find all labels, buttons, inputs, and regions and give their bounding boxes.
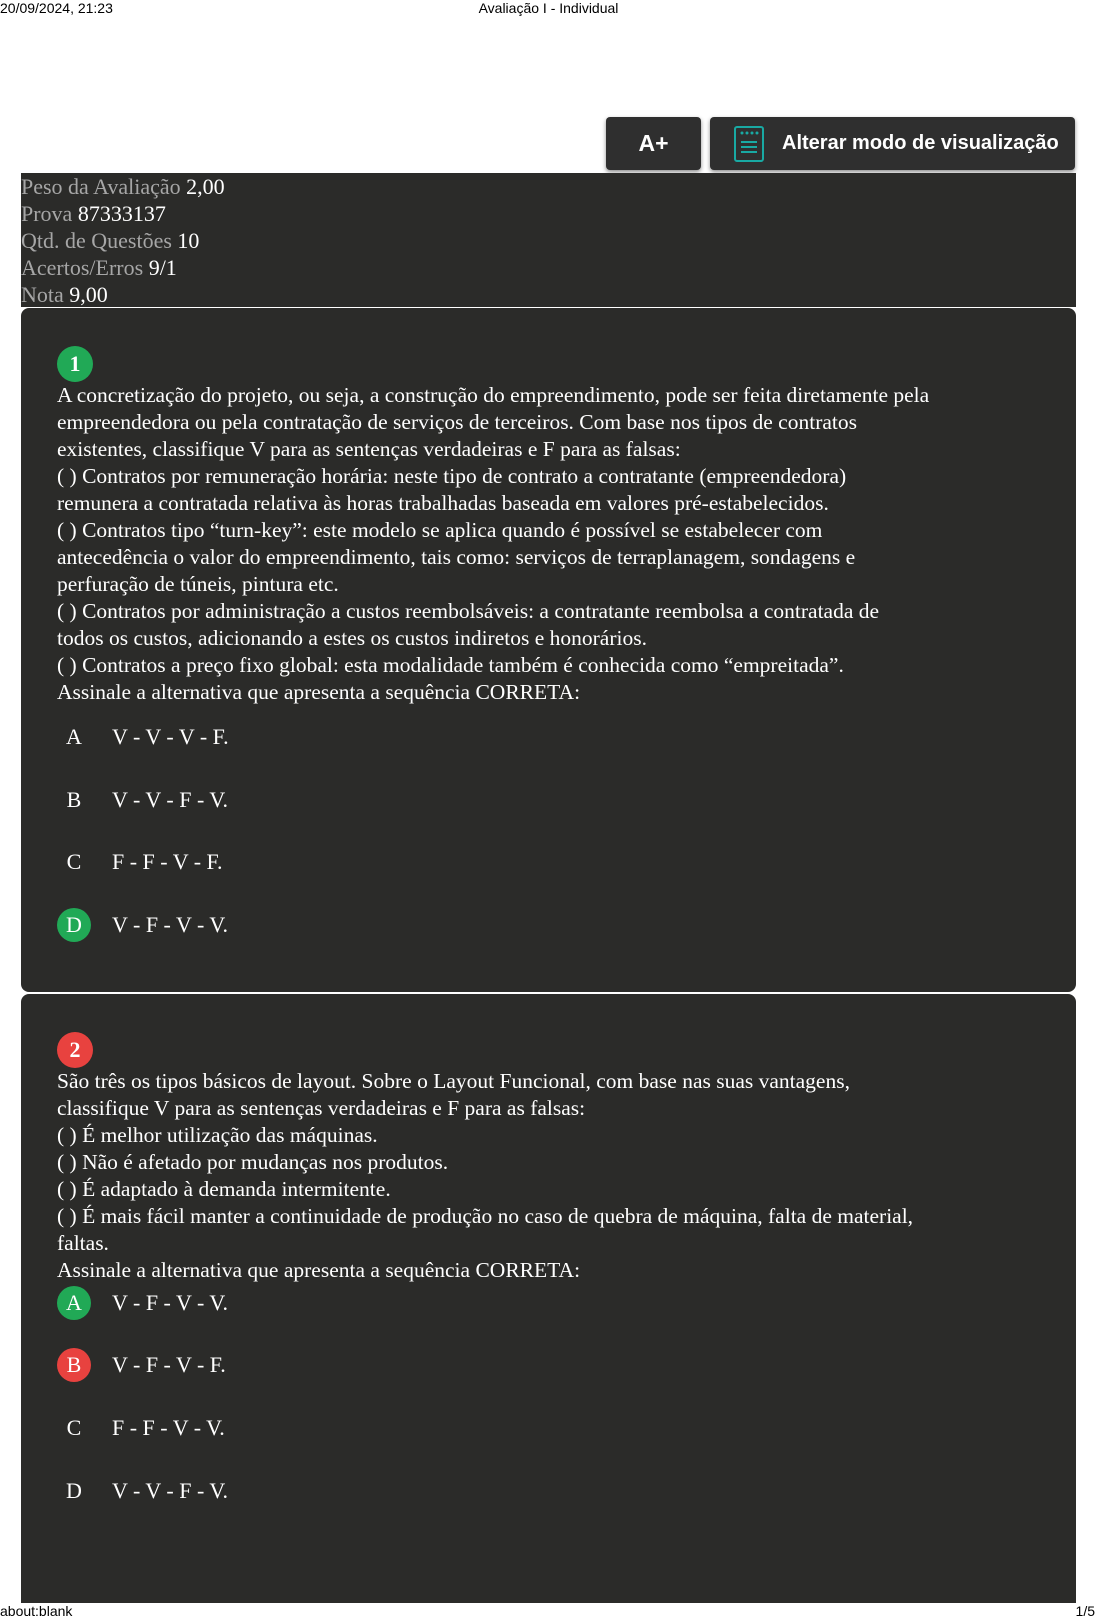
question-line: São três os tipos básicos de layout. Sobre o Layout Funcional, com base nas suas vantagens, xyxy=(57,1069,850,1093)
print-url: about:blank xyxy=(0,1603,73,1619)
question-text xyxy=(57,382,1052,706)
question-line: Assinale a alternativa que apresenta a sequência CORRETA: xyxy=(57,1258,581,1282)
question-line: faltas. xyxy=(57,1231,109,1255)
question-line: antecedência o valor do empreendimento, tais como: serviços de terraplanagem, sondagens e xyxy=(57,545,856,569)
question-line: ( ) Contratos por administração a custos reembolsáveis: a contratante reembolsa a contratada de xyxy=(57,599,880,623)
question-line: empreendedora ou pela contratação de serviços de terceiros. Com base nos tipos de contratos xyxy=(57,410,857,434)
option-d[interactable] xyxy=(57,907,457,943)
question-card-2 xyxy=(21,994,1076,1603)
option-letter: D xyxy=(66,1478,82,1503)
summary-hits-misses: Acertos/Erros 9/1 xyxy=(21,255,177,280)
option-letter: B xyxy=(66,787,82,812)
question-line: ( ) Não é afetado por mudanças nos produtos. xyxy=(57,1150,449,1174)
option-c[interactable] xyxy=(57,844,457,880)
document-view-icon xyxy=(734,126,764,162)
print-footer xyxy=(0,1603,1097,1621)
summary-question-count: Qtd. de Questões 10 xyxy=(21,228,200,253)
option-text: V - V - F - V. xyxy=(112,1478,228,1503)
option-text: F - F - V - V. xyxy=(112,1415,225,1440)
option-letter-wrong: B xyxy=(57,1348,91,1382)
option-b[interactable] xyxy=(57,1347,457,1383)
print-header xyxy=(0,0,1097,18)
question-line: A concretização do projeto, ou seja, a construção do empreendimento, pode ser feita diretamente pela xyxy=(57,383,930,407)
option-letter: C xyxy=(66,1415,82,1440)
print-page-number: 1/5 xyxy=(1075,1603,1095,1619)
option-d[interactable] xyxy=(57,1473,457,1509)
question-line: ( ) Contratos por remuneração horária: neste tipo de contrato a contratante (empreendedora) xyxy=(57,464,847,488)
question-line: ( ) É adaptado à demanda intermitente. xyxy=(57,1177,391,1201)
question-line: existentes, classifique V para as sentenças verdadeiras e F para as falsas: xyxy=(57,437,681,461)
option-text: V - F - V - V. xyxy=(112,912,228,937)
question-line: todos os custos, adicionando a estes os custos indiretos e honorários. xyxy=(57,626,647,650)
question-number-badge: 1 xyxy=(57,346,93,382)
option-letter-correct: D xyxy=(57,908,91,942)
question-text xyxy=(57,1068,1052,1284)
option-text: V - V - F - V. xyxy=(112,787,228,812)
option-letter: C xyxy=(66,849,82,874)
option-text: V - V - V - F. xyxy=(112,724,229,749)
option-text: F - F - V - F. xyxy=(112,849,223,874)
option-c[interactable] xyxy=(57,1410,457,1446)
question-line: Assinale a alternativa que apresenta a sequência CORRETA: xyxy=(57,680,581,704)
option-a[interactable] xyxy=(57,719,457,755)
question-number-badge: 2 xyxy=(57,1032,93,1068)
view-mode-button[interactable] xyxy=(710,117,1075,170)
question-line: classifique V para as sentenças verdadeiras e F para as falsas: xyxy=(57,1096,586,1120)
option-a[interactable] xyxy=(57,1285,457,1321)
option-text: V - F - V - V. xyxy=(112,1290,228,1315)
assessment-summary xyxy=(21,173,1076,307)
question-line: ( ) É melhor utilização das máquinas. xyxy=(57,1123,378,1147)
summary-exam-id: Prova 87333137 xyxy=(21,201,166,226)
option-b[interactable] xyxy=(57,782,457,818)
question-line: perfuração de túneis, pintura etc. xyxy=(57,572,339,596)
question-line: ( ) Contratos tipo “turn-key”: este modelo se aplica quando é possível se estabelecer com xyxy=(57,518,823,542)
option-letter: A xyxy=(66,724,82,749)
question-card-1 xyxy=(21,308,1076,992)
view-mode-label: Alterar modo de visualização xyxy=(782,132,1059,154)
increase-font-button[interactable] xyxy=(606,117,701,170)
summary-grade: Nota 9,00 xyxy=(21,282,108,307)
print-page-title: Avaliação I - Individual xyxy=(478,0,619,16)
question-line: ( ) Contratos a preço fixo global: esta modalidade também é conhecida como “empreitada”. xyxy=(57,653,844,677)
question-line: remunera a contratada relativa às horas trabalhadas baseada em valores pré-estabelecidos. xyxy=(57,491,829,515)
question-line: ( ) É mais fácil manter a continuidade de produção no caso de quebra de máquina, falta de material, xyxy=(57,1204,914,1228)
print-datetime: 20/09/2024, 21:23 xyxy=(0,0,113,16)
increase-font-label: A+ xyxy=(638,130,669,156)
option-letter-correct: A xyxy=(57,1286,91,1320)
summary-weight: Peso da Avaliação 2,00 xyxy=(21,174,225,199)
option-text: V - F - V - F. xyxy=(112,1352,226,1377)
